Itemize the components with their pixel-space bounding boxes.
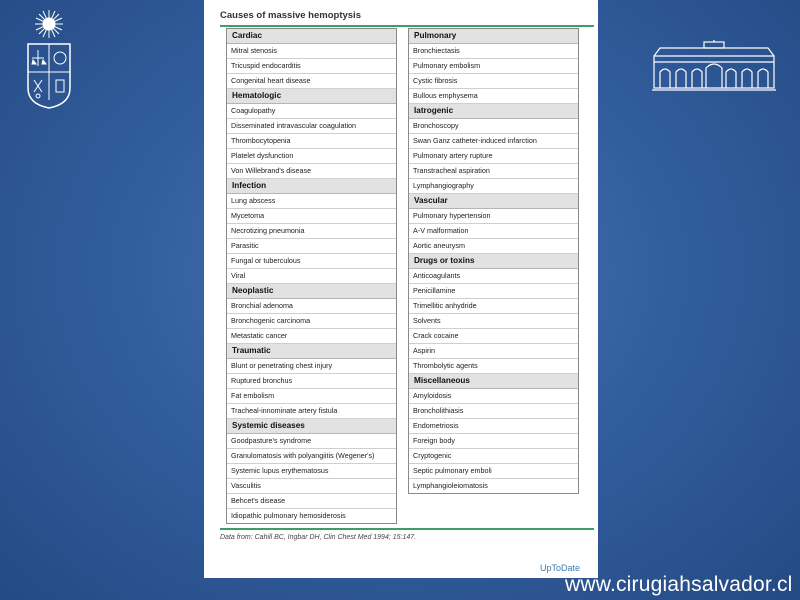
bottom-divider (220, 528, 594, 530)
table-row: Viral (227, 269, 396, 284)
section-header: Iatrogenic (409, 104, 578, 119)
top-divider (220, 25, 594, 27)
table-row: Idiopathic pulmonary hemosiderosis (231, 511, 346, 520)
table-row: Goodpasture's syndrome (227, 434, 396, 449)
table-row: Foreign body (409, 434, 578, 449)
source-citation: Data from: Cahill BC, Ingbar DH, Clin Chest Med 1994; 15:147. (220, 534, 417, 541)
left-column-table (226, 28, 397, 524)
table-row: Bronchiectasis (409, 44, 578, 59)
section-header: Systemic diseases (227, 419, 396, 434)
table-row: Platelet dysfunction (227, 149, 396, 164)
table-row: Pulmonary hypertension (409, 209, 578, 224)
table-row: Fungal or tuberculous (227, 254, 396, 269)
table-row: Metastatic cancer (227, 329, 396, 344)
table-row: Amyloidosis (409, 389, 578, 404)
section-header: Miscellaneous (409, 374, 578, 389)
table-row: Granulomatosis with polyangiitis (Wegener's) (227, 449, 396, 464)
section-header: Traumatic (227, 344, 396, 359)
table-row: Von Willebrand's disease (227, 164, 396, 179)
table-row: Penicillamine (409, 284, 578, 299)
table-row: Aspirin (409, 344, 578, 359)
table-row: Swan Ganz catheter-induced infarction (409, 134, 578, 149)
table-row: Bronchoscopy (409, 119, 578, 134)
section-header: Neoplastic (227, 284, 396, 299)
table-row: Thrombolytic agents (409, 359, 578, 374)
right-column-table (408, 28, 579, 494)
table-row: Anticoagulants (409, 269, 578, 284)
table-row: Trimellitic anhydride (409, 299, 578, 314)
table-row: Tracheal-innominate artery fistula (227, 404, 396, 419)
table-row: Fat embolism (227, 389, 396, 404)
table-row: Cryptogenic (409, 449, 578, 464)
table-row: Thrombocytopenia (227, 134, 396, 149)
section-header: Drugs or toxins (409, 254, 578, 269)
table-row: Coagulopathy (227, 104, 396, 119)
section-header: Pulmonary (409, 29, 578, 44)
table-row: Disseminated intravascular coagulation (227, 119, 396, 134)
table-row: Necrotizing pneumonia (227, 224, 396, 239)
table-row: Tricuspid endocarditis (227, 59, 396, 74)
table-row: Systemic lupus erythematosus (227, 464, 396, 479)
table-row: Lymphangiography (409, 179, 578, 194)
table-row: Ruptured bronchus (227, 374, 396, 389)
table-row: Endometriosis (409, 419, 578, 434)
brand-label: UpToDate (540, 563, 581, 573)
hospital-building-icon (652, 40, 776, 92)
section-header: Hematologic (227, 89, 396, 104)
table-row: Lymphangioleiomatosis (413, 481, 488, 490)
table-row: Broncholithiasis (409, 404, 578, 419)
section-header: Cardiac (227, 29, 396, 44)
table-row: A-V malformation (409, 224, 578, 239)
page-title: Causes of massive hemoptysis (220, 10, 361, 21)
table-row: Parasitic (227, 239, 396, 254)
table-row: Cystic fibrosis (409, 74, 578, 89)
table-row: Bronchial adenoma (227, 299, 396, 314)
table-row: Mycetoma (227, 209, 396, 224)
university-crest-icon (24, 8, 74, 110)
table-row: Congenital heart disease (227, 74, 396, 89)
section-header: Infection (227, 179, 396, 194)
table-row: Pulmonary embolism (409, 59, 578, 74)
document-page (204, 0, 598, 578)
section-header: Vascular (409, 194, 578, 209)
table-row: Pulmonary artery rupture (409, 149, 578, 164)
table-row: Mitral stenosis (227, 44, 396, 59)
table-row: Vasculitis (227, 479, 396, 494)
website-url: www.cirugiahsalvador.cl (565, 573, 793, 596)
table-row: Bronchogenic carcinoma (227, 314, 396, 329)
table-row: Solvents (409, 314, 578, 329)
table-row: Transtracheal aspiration (409, 164, 578, 179)
table-row: Aortic aneurysm (409, 239, 578, 254)
table-row: Lung abscess (227, 194, 396, 209)
table-row: Behcet's disease (227, 494, 396, 509)
table-row: Crack cocaine (409, 329, 578, 344)
table-row: Blunt or penetrating chest injury (227, 359, 396, 374)
table-row: Septic pulmonary emboli (409, 464, 578, 479)
table-row: Bullous emphysema (409, 89, 578, 104)
